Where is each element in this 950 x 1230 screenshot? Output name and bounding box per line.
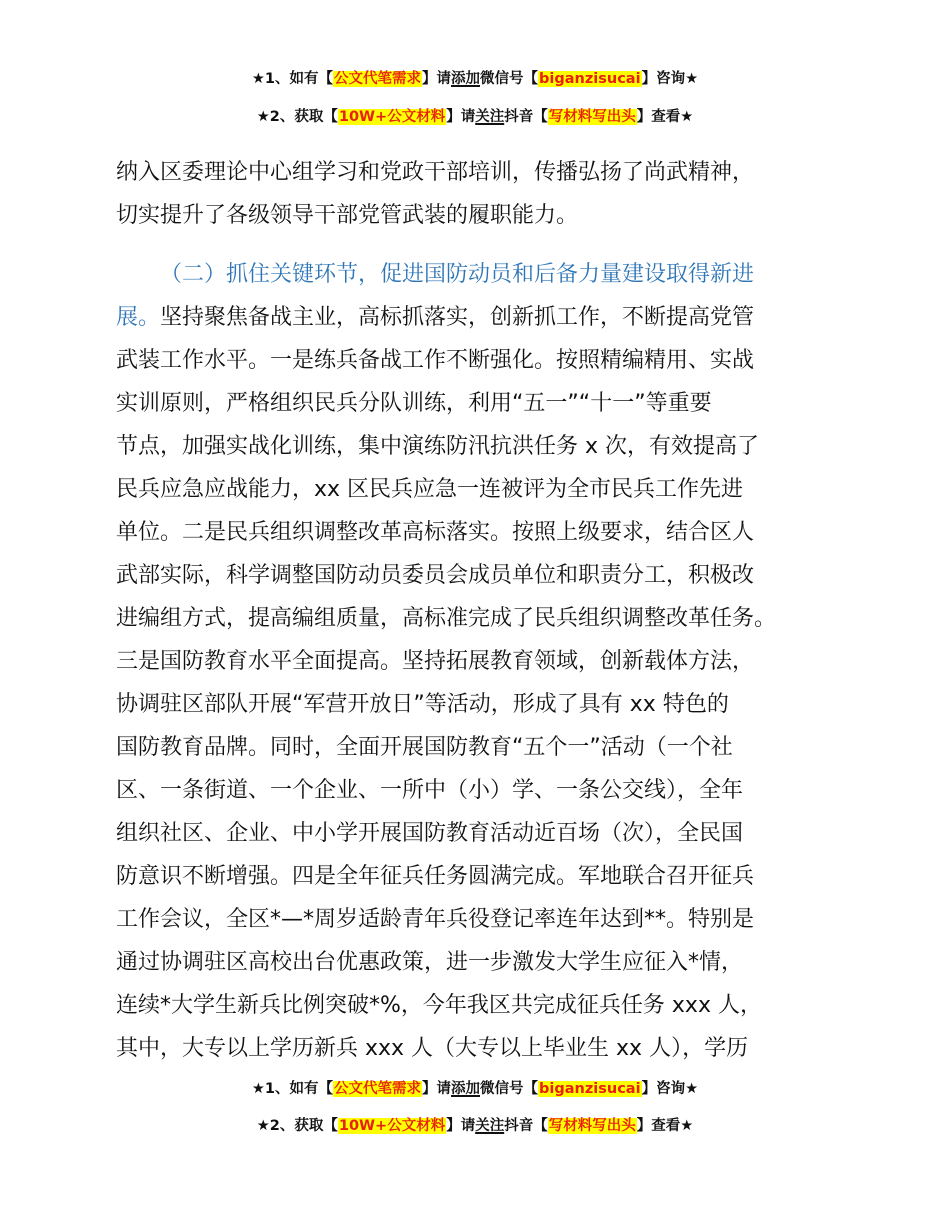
body-line: 进编组方式，提高编组质量，高标准完成了民兵组织调整改革任务。 (116, 606, 777, 631)
section-heading-end: 展。 (116, 305, 161, 330)
banner-text: 】请 (446, 1118, 476, 1134)
promo-banner-bottom-line2 (0, 1115, 950, 1137)
body-line: 纳入区委理论中心组学习和党政干部培训，传播弘扬了尚武精神， (116, 160, 755, 185)
banner-text: ★1、如有【 (251, 71, 334, 87)
promo-banner-top-line1 (0, 68, 950, 90)
banner-text: 抖音【 (504, 1118, 548, 1134)
banner-text: 微信号【 (480, 1081, 539, 1097)
body-line: 工作会议，全区*—*周岁适龄青年兵役登记率连年达到**。特别是 (116, 907, 755, 932)
banner-text: ★1、如有【 (251, 1081, 334, 1097)
body-line: 三是国防教育水平全面提高。坚持拓展教育领域，创新载体方法， (116, 649, 755, 674)
banner-text: 】查看★ (636, 1118, 694, 1134)
banner-text: 】咨询★ (641, 1081, 699, 1097)
body-text: 坚持聚焦备战主业，高标抓落实，创新抓工作，不断提高党管 (160, 305, 755, 330)
body-line: 实训原则，严格组织民兵分队训练，利用“五一”“十一”等重要 (116, 391, 712, 416)
body-line: 通过协调驻区高校出台优惠政策，进一步激发大学生应征入*情， (116, 950, 744, 975)
banner-highlight: 10W+公文材料 (338, 109, 446, 125)
banner-underline: 添加 (451, 1081, 481, 1097)
body-line: 单位。二是民兵组织调整改革高标落实。按照上级要求，结合区人 (116, 520, 755, 545)
body-line: 民兵应急应战能力，xx 区民兵应急一连被评为全市民兵工作先进 (116, 477, 744, 502)
banner-text: 】请 (422, 71, 452, 87)
banner-text: 】查看★ (636, 109, 694, 125)
promo-banner-bottom-line1 (0, 1078, 950, 1100)
body-line: 国防教育品牌。同时，全面开展国防教育“五个一”活动（一个社 (116, 735, 733, 760)
banner-highlight: biganzisucai (539, 71, 641, 87)
body-line: 防意识不断增强。四是全年征兵任务圆满完成。军地联合召开征兵 (116, 864, 755, 889)
section-heading: （二）抓住关键环节，促进国防动员和后备力量建设取得新进 (160, 262, 755, 287)
banner-text: 】请 (446, 109, 476, 125)
banner-text: 】请 (422, 1081, 452, 1097)
banner-text: ★2、获取【 (256, 1118, 338, 1134)
banner-underline: 关注 (475, 109, 505, 125)
promo-banner-top-line2 (0, 106, 950, 128)
banner-text: ★2、获取【 (256, 109, 338, 125)
body-line: 组织社区、企业、中小学开展国防教育活动近百场（次），全民国 (116, 821, 744, 846)
banner-highlight: 公文代笔需求 (334, 71, 422, 87)
banner-underline: 关注 (475, 1118, 505, 1134)
banner-underline: 添加 (451, 71, 481, 87)
body-line: 武装工作水平。一是练兵备战工作不断强化。按照精编精用、实战 (116, 348, 755, 373)
banner-highlight: 写材料写出头 (548, 1118, 636, 1134)
body-line: 节点，加强实战化训练，集中演练防汛抗洪任务 x 次，有效提高了 (116, 434, 760, 459)
banner-text: 微信号【 (480, 71, 539, 87)
body-line: 协调驻区部队开展“军营开放日”等活动，形成了具有 xx 特色的 (116, 692, 729, 717)
banner-highlight: 写材料写出头 (548, 109, 636, 125)
body-line: 切实提升了各级领导干部党管武装的履职能力。 (116, 203, 579, 228)
body-line: 武部实际，科学调整国防动员委员会成员单位和职责分工，积极改 (116, 563, 755, 588)
banner-highlight: 10W+公文材料 (338, 1118, 446, 1134)
body-line: 区、一条街道、一个企业、一所中（小）学、一条公交线），全年 (116, 778, 744, 803)
banner-text: 】咨询★ (641, 71, 699, 87)
body-line: 其中，大专以上学历新兵 xxx 人（大专以上毕业生 xx 人），学历 (116, 1036, 749, 1061)
banner-highlight: biganzisucai (539, 1081, 641, 1097)
body-line (116, 303, 754, 333)
body-line: 连续*大学生新兵比例突破*%，今年我区共完成征兵任务 xxx 人， (116, 993, 762, 1018)
banner-highlight: 公文代笔需求 (334, 1081, 422, 1097)
banner-text: 抖音【 (504, 109, 548, 125)
